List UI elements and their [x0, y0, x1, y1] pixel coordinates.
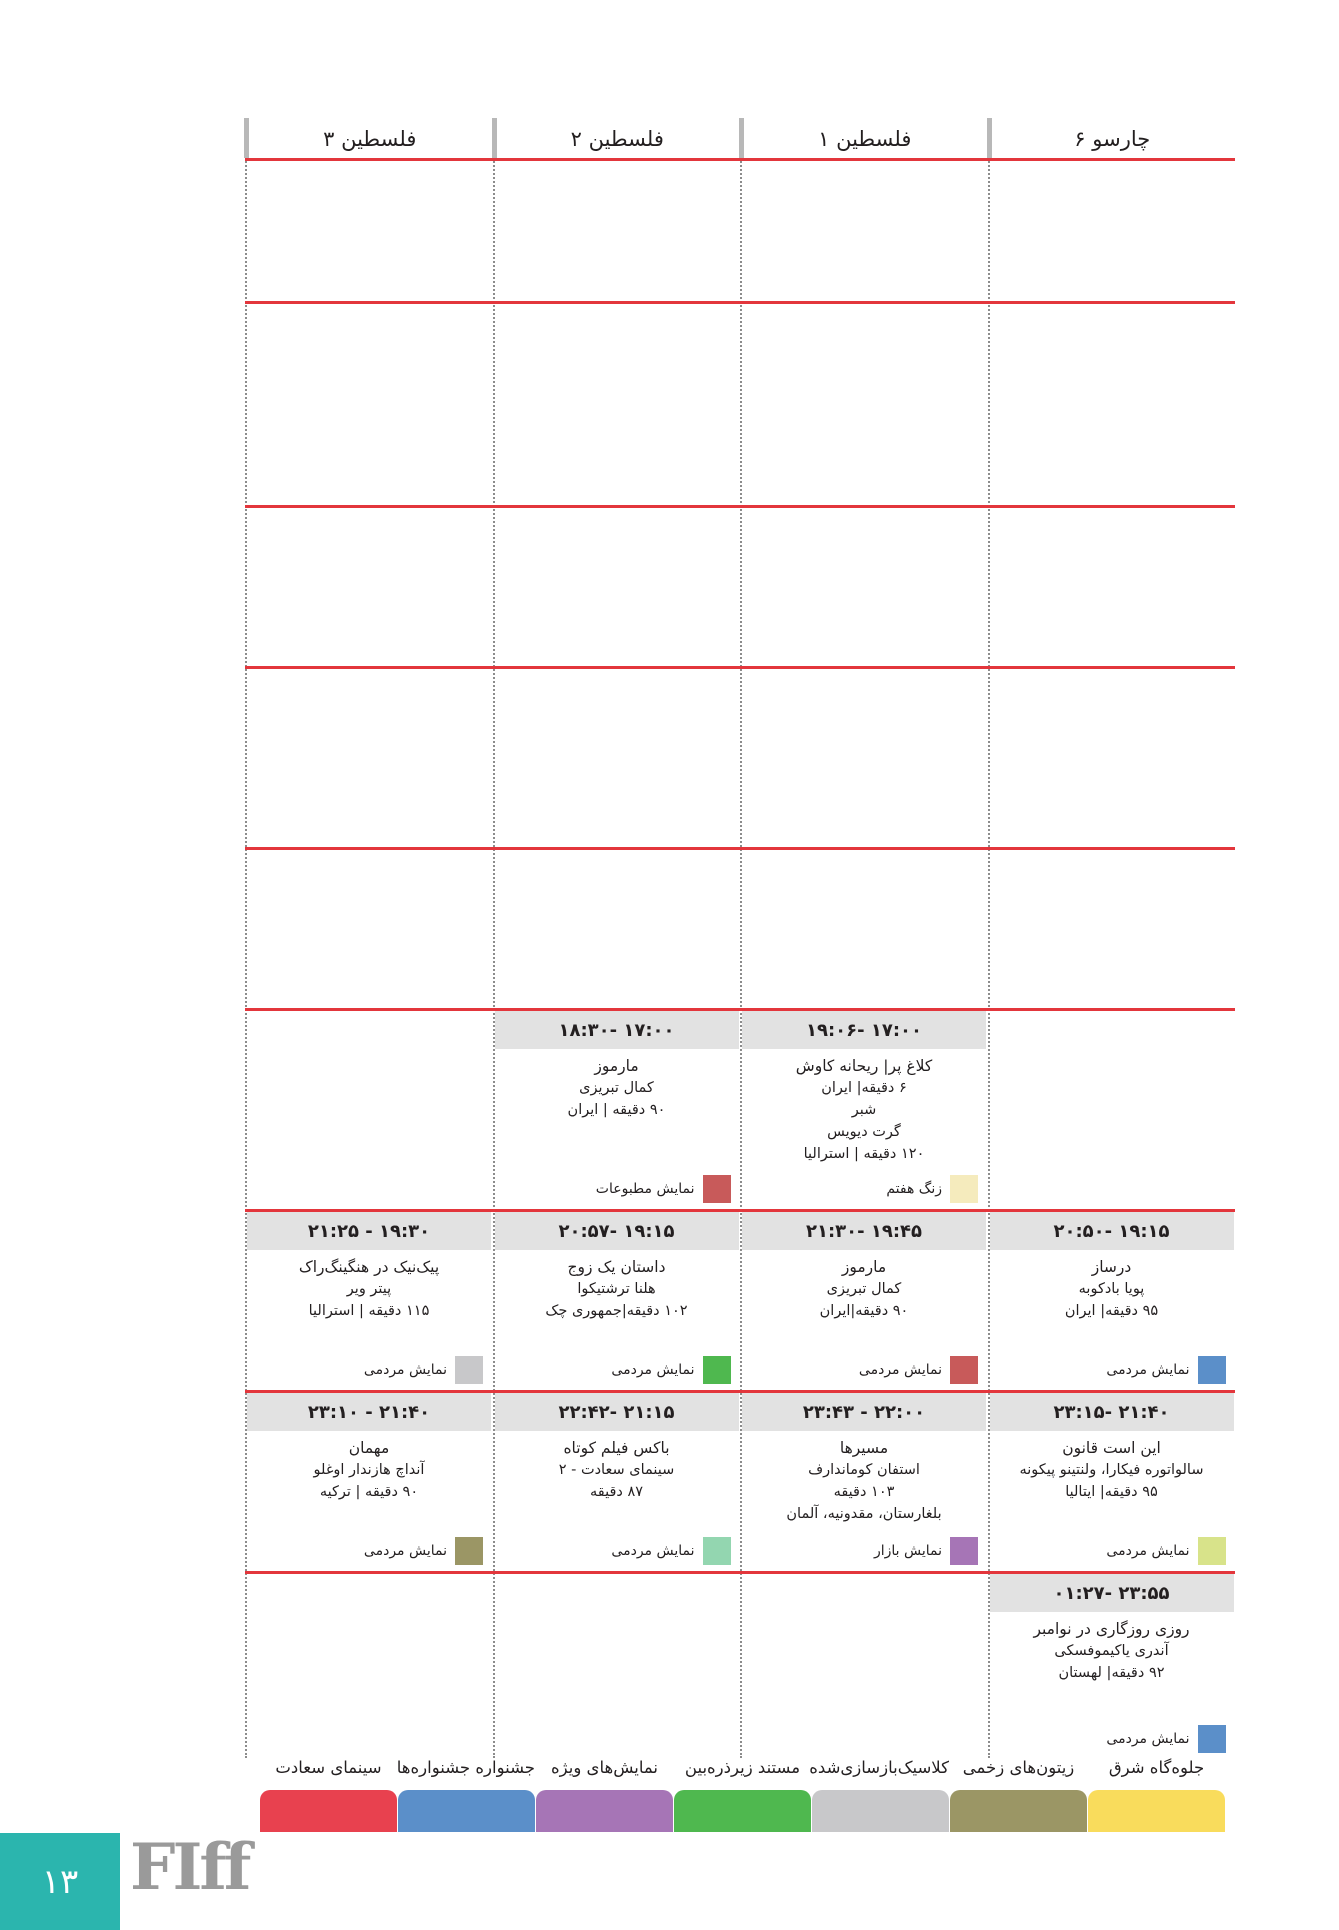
- film-info: گرت دیویس: [827, 1124, 901, 1140]
- film-info: ۱۱۵ دقیقه | استرالیا: [308, 1303, 430, 1319]
- film-info: سالواتوره فیکارا، ولنتینو پیکونه: [1019, 1462, 1204, 1478]
- legend-item: [260, 1758, 397, 1832]
- screening-cell: [247, 1212, 491, 1390]
- screening-cell: [990, 1393, 1234, 1571]
- screening-time: ۱۹:۱۵ -۲۰:۵۷: [495, 1212, 739, 1250]
- screening-details: [990, 1437, 1234, 1503]
- film-info: بلغارستان، مقدونیه، آلمان: [786, 1506, 942, 1522]
- column-divider-cap: [492, 118, 497, 158]
- film-info: کمال تبریزی: [579, 1080, 654, 1096]
- film-title: مهمان: [348, 1439, 390, 1457]
- section-color-swatch: [950, 1175, 978, 1203]
- legend-label: نمایش‌های ویژه: [551, 1758, 658, 1777]
- film-info: کمال تبریزی: [826, 1281, 902, 1297]
- legend-color-bar: [536, 1790, 673, 1832]
- film-info: آندری یاکیموفسکی: [1054, 1643, 1169, 1659]
- film-title: مارموز: [841, 1258, 887, 1276]
- section-tag-label: نمایش مردمی: [611, 1362, 695, 1378]
- screening-details: [247, 1256, 491, 1322]
- screening-time: ۱۷:۰۰ -۱۸:۳۰: [495, 1011, 739, 1049]
- section-color-swatch: [950, 1537, 978, 1565]
- screening-details: [495, 1437, 739, 1503]
- film-info: پیتر ویر: [346, 1281, 392, 1297]
- section-tag: [1106, 1356, 1225, 1384]
- screening-details: [990, 1618, 1234, 1684]
- legend-item: [536, 1758, 673, 1832]
- section-tag-label: نمایش مردمی: [363, 1362, 447, 1378]
- film-title: این است قانون: [1062, 1439, 1161, 1457]
- screening-details: [742, 1256, 986, 1322]
- legend-item: [950, 1758, 1087, 1832]
- screening-time: ۲۱:۴۰ -۲۳:۱۵: [990, 1393, 1234, 1431]
- row-divider: [245, 666, 1235, 669]
- section-tag-label: نمایش مردمی: [363, 1543, 447, 1559]
- film-title: باکس فیلم کوتاه: [563, 1439, 670, 1457]
- section-tag: [1106, 1537, 1225, 1565]
- section-tag: [364, 1356, 483, 1384]
- section-tag: [611, 1356, 730, 1384]
- legend-item: [398, 1758, 535, 1832]
- section-color-swatch: [950, 1356, 978, 1384]
- film-info: ۶ دقیقه| ایران: [821, 1080, 907, 1096]
- legend-item: [674, 1758, 811, 1832]
- film-info: ۹۰ دقیقه | ایران: [567, 1102, 666, 1118]
- screening-details: [247, 1437, 491, 1503]
- film-info: ۹۲ دقیقه| لهستان: [1058, 1665, 1165, 1681]
- screening-details: [742, 1055, 986, 1165]
- legend-label: کلاسیک‌بازسازی‌شده: [809, 1758, 949, 1777]
- section-tag: [611, 1537, 730, 1565]
- film-info: هلنا ترشتیکوا: [577, 1281, 656, 1297]
- column-divider-cap: [739, 118, 744, 158]
- screening-cell: [742, 1393, 986, 1571]
- row-divider: [245, 301, 1235, 304]
- section-tag: [1106, 1725, 1225, 1753]
- section-color-swatch: [1198, 1356, 1226, 1384]
- screening-time: ۲۱:۴۰ - ۲۳:۱۰: [247, 1393, 491, 1431]
- legend-color-bar: [260, 1790, 397, 1832]
- screening-time: ۲۱:۱۵ -۲۲:۴۲: [495, 1393, 739, 1431]
- section-color-swatch: [1198, 1537, 1226, 1565]
- section-tag-label: نمایش مردمی: [611, 1543, 695, 1559]
- screening-cell: [495, 1011, 739, 1209]
- legend-color-bar: [398, 1790, 535, 1832]
- film-info: شبر: [851, 1102, 877, 1118]
- legend-item: [809, 1758, 949, 1832]
- row-divider: [245, 505, 1235, 508]
- legend-label: جشنواره جشنواره‌ها: [396, 1758, 535, 1777]
- screening-cell: [247, 1393, 491, 1571]
- film-info: ۱۰۳ دقیقه: [833, 1484, 895, 1500]
- section-tag: [364, 1537, 483, 1565]
- screening-cell: [990, 1212, 1234, 1390]
- film-info: سینمای سعادت - ۲: [558, 1462, 675, 1478]
- film-info: ۹۵ دقیقه| ایتالیا: [1065, 1484, 1158, 1500]
- screening-details: [990, 1256, 1234, 1322]
- section-tag-label: نمایش مردمی: [1106, 1543, 1190, 1559]
- column-header: چارسو ۶: [1074, 127, 1151, 151]
- section-color-swatch: [703, 1537, 731, 1565]
- section-tag: [596, 1175, 731, 1203]
- section-tag-label: نمایش بازار: [873, 1543, 942, 1559]
- legend-color-bar: [674, 1790, 811, 1832]
- screening-time: ۲۲:۰۰ - ۲۳:۴۳: [742, 1393, 986, 1431]
- film-title: مسیرها: [839, 1439, 889, 1457]
- section-tag-label: نمایش مردمی: [1106, 1362, 1190, 1378]
- screening-cell: [742, 1011, 986, 1209]
- legend-label: جلوه‌گاه شرق: [1108, 1758, 1205, 1777]
- row-divider: [245, 1008, 1235, 1011]
- legend-color-bar: [812, 1790, 949, 1832]
- legend-item: [1088, 1758, 1225, 1832]
- screening-cell: [742, 1212, 986, 1390]
- screening-cell: [990, 1574, 1234, 1759]
- column-divider-cap: [244, 118, 249, 158]
- film-info: ۹۰ دقیقه | ترکیه: [319, 1484, 419, 1500]
- section-tag: [859, 1356, 978, 1384]
- section-tag: [886, 1175, 978, 1203]
- column-divider-cap: [987, 118, 992, 158]
- screening-cell: [495, 1393, 739, 1571]
- screening-details: [495, 1256, 739, 1322]
- section-color-swatch: [455, 1356, 483, 1384]
- section-tag-label: نمایش مردمی: [1106, 1731, 1190, 1747]
- column-header: فلسطین ۲: [570, 127, 664, 151]
- screening-time: ۱۹:۳۰ - ۲۱:۲۵: [247, 1212, 491, 1250]
- legend-label: سینمای سعادت: [275, 1758, 382, 1777]
- page-number-text: ۱۳: [41, 1861, 79, 1902]
- section-color-swatch: [455, 1537, 483, 1565]
- film-info: ۹۰ دقیقه|ایران: [819, 1303, 909, 1319]
- film-info: پویا بادکوبه: [1078, 1281, 1145, 1297]
- legend-color-bar: [950, 1790, 1087, 1832]
- section-tag-label: نمایش مطبوعات: [595, 1181, 695, 1197]
- section-tag-label: زنگ هفتم: [886, 1181, 942, 1197]
- column-header: فلسطین ۱: [818, 127, 912, 151]
- film-title: کلاغ پر| ریحانه کاوش: [795, 1057, 933, 1075]
- row-divider: [245, 158, 1235, 161]
- film-title: مارموز: [594, 1057, 639, 1075]
- film-title: درساز: [1091, 1258, 1132, 1276]
- film-info: آنداچ هازندار اوغلو: [313, 1462, 425, 1478]
- film-info: ۸۷ دقیقه: [589, 1484, 644, 1500]
- screening-details: [495, 1055, 739, 1121]
- film-title: داستان یک زوج: [567, 1258, 666, 1276]
- legend-color-bar: [1088, 1790, 1225, 1832]
- section-color-swatch: [703, 1356, 731, 1384]
- section-tag-label: نمایش مردمی: [858, 1362, 942, 1378]
- film-info: ۹۵ دقیقه| ایران: [1064, 1303, 1159, 1319]
- section-color-swatch: [1198, 1725, 1226, 1753]
- column-header: فلسطین ۳: [323, 127, 417, 151]
- film-info: ۱۰۲ دقیقه|جمهوری چک: [545, 1303, 688, 1319]
- legend-label: مستند زیرذره‌بین: [684, 1758, 801, 1777]
- screening-time: ۱۹:۱۵ -۲۰:۵۰: [990, 1212, 1234, 1250]
- screening-time: ۱۷:۰۰ -۱۹:۰۶: [742, 1011, 986, 1049]
- section-tag: [874, 1537, 978, 1565]
- screening-details: [742, 1437, 986, 1525]
- film-title: روزی روزگاری در نوامبر: [1033, 1620, 1190, 1638]
- legend-label: زیتون‌های زخمی: [962, 1758, 1075, 1777]
- row-divider: [245, 847, 1235, 850]
- screening-time: ۱۹:۴۵ -۲۱:۳۰: [742, 1212, 986, 1250]
- section-color-swatch: [703, 1175, 731, 1203]
- schedule-grid: [245, 118, 1235, 1758]
- page-number: [0, 1833, 120, 1930]
- screening-cell: [495, 1212, 739, 1390]
- screening-time: ۲۳:۵۵ -۰۱:۲۷: [990, 1574, 1234, 1612]
- film-title: پیک‌نیک در هنگینگ‌راک: [298, 1258, 440, 1276]
- film-info: استفان کوماندارف: [808, 1462, 920, 1478]
- film-info: ۱۲۰ دقیقه | استرالیا: [803, 1146, 925, 1162]
- festival-logo: FIff: [130, 1830, 249, 1905]
